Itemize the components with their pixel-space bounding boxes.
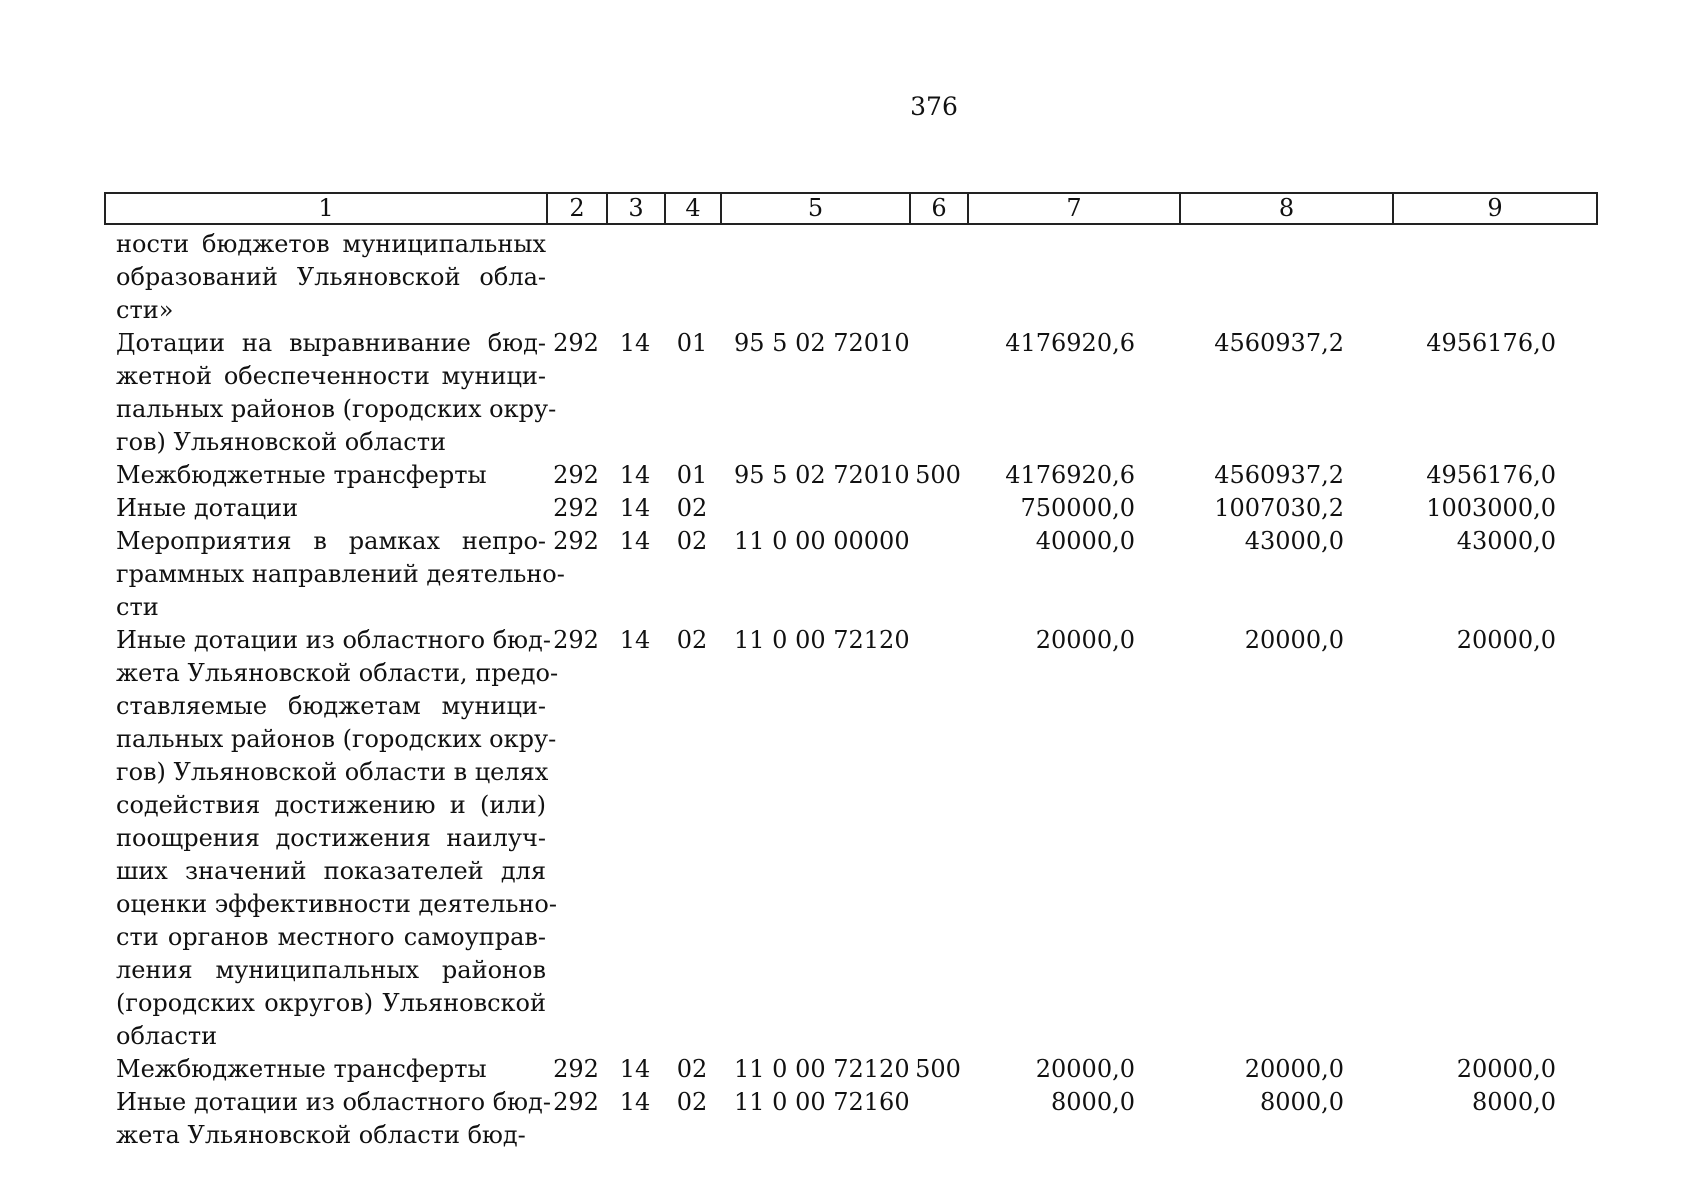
row-description <box>104 459 546 492</box>
header-col-2: 2 <box>548 194 608 223</box>
table-row <box>104 624 1598 1053</box>
table-row <box>104 228 1598 327</box>
cell-c6: 500 <box>915 461 961 489</box>
cell-c9: 4956176,0 <box>1426 461 1556 489</box>
table-body <box>104 228 1598 1152</box>
description-line: граммных направлений деятельно- <box>116 560 565 588</box>
page-number-text: 376 <box>910 92 958 121</box>
row-description <box>104 327 557 459</box>
cell-c4: 02 <box>676 494 708 522</box>
description-line: Иные дотации из областного бюд- <box>116 1088 551 1116</box>
cell-c5: 11 0 00 72120 <box>734 626 910 654</box>
cell-c9: 43000,0 <box>1456 527 1556 555</box>
cell-c4: 02 <box>676 1055 708 1083</box>
cell-c9: 20000,0 <box>1456 626 1556 654</box>
description-line: Дотации на выравнивание бюд- <box>116 329 546 357</box>
cell-c7 <box>967 228 1179 327</box>
cell-c4: 02 <box>676 1088 708 1116</box>
header-col-6: 6 <box>911 194 969 223</box>
cell-c5: 11 0 00 72160 <box>734 1088 910 1116</box>
description-line: Иные дотации <box>116 494 299 522</box>
table-header <box>104 192 1598 225</box>
description-line: поощрения достижения наилуч- <box>116 824 546 852</box>
cell-c4 <box>664 228 720 327</box>
cell-c5 <box>720 228 909 327</box>
table-row <box>104 459 1598 492</box>
header-col-4: 4 <box>666 194 722 223</box>
description-line: пальных районов (городских окру- <box>116 395 557 423</box>
table-row <box>104 525 1598 624</box>
cell-c9: 4956176,0 <box>1426 329 1556 357</box>
cell-c9 <box>1392 228 1598 327</box>
cell-c3 <box>606 228 664 327</box>
row-description <box>104 525 565 624</box>
description-line: ших значений показателей для <box>116 857 546 885</box>
description-line: ления муниципальных районов <box>116 956 546 984</box>
header-col-1: 1 <box>106 194 548 223</box>
cell-c8: 1007030,2 <box>1214 494 1344 522</box>
cell-c6 <box>909 1086 967 1152</box>
page-number <box>0 92 1696 122</box>
header-col-3: 3 <box>608 194 666 223</box>
description-line: содействия достижению и (или) <box>116 791 546 819</box>
row-description <box>104 492 546 525</box>
description-line: сти» <box>116 296 174 324</box>
cell-c5 <box>720 492 909 525</box>
cell-c7: 20000,0 <box>1035 626 1135 654</box>
description-line: жетной обеспеченности муници- <box>116 362 546 390</box>
row-description <box>104 228 546 327</box>
description-line: жета Ульяновской области бюд- <box>116 1121 526 1149</box>
cell-c8: 4560937,2 <box>1214 329 1344 357</box>
cell-c3: 14 <box>619 494 651 522</box>
cell-c7: 8000,0 <box>1051 1088 1135 1116</box>
cell-c7: 40000,0 <box>1035 527 1135 555</box>
description-line: пальных районов (городских окру- <box>116 725 557 753</box>
cell-c6 <box>909 624 967 1053</box>
description-line: (городских округов) Ульяновской <box>116 989 546 1017</box>
cell-c6 <box>909 492 967 525</box>
cell-c8 <box>1179 228 1392 327</box>
cell-c2: 292 <box>553 527 599 555</box>
cell-c8: 4560937,2 <box>1214 461 1344 489</box>
cell-c6: 500 <box>915 1055 961 1083</box>
cell-c2 <box>546 228 606 327</box>
header-col-7: 7 <box>969 194 1181 223</box>
cell-c4: 02 <box>676 527 708 555</box>
header-col-5: 5 <box>722 194 911 223</box>
header-col-9: 9 <box>1487 194 1503 222</box>
table-row <box>104 492 1598 525</box>
description-line: сти <box>116 593 159 621</box>
cell-c8: 8000,0 <box>1260 1088 1344 1116</box>
cell-c4: 02 <box>676 626 708 654</box>
cell-c5: 11 0 00 00000 <box>734 527 910 555</box>
table-row <box>104 1086 1598 1152</box>
cell-c5: 11 0 00 72120 <box>734 1055 910 1083</box>
cell-c9: 20000,0 <box>1456 1055 1556 1083</box>
description-line: Межбюджетные трансферты <box>116 1055 487 1083</box>
cell-c9: 8000,0 <box>1472 1088 1556 1116</box>
row-description <box>104 1053 546 1086</box>
cell-c6 <box>909 228 967 327</box>
description-line: ности бюджетов муниципальных <box>116 230 546 258</box>
cell-c8: 20000,0 <box>1244 626 1344 654</box>
cell-c6 <box>909 327 967 459</box>
description-line: оценки эффективности деятельно- <box>116 890 557 918</box>
cell-c2: 292 <box>553 329 599 357</box>
description-line: Межбюджетные трансферты <box>116 461 487 489</box>
description-line: ставляемые бюджетам муници- <box>116 692 546 720</box>
table-row <box>104 327 1598 459</box>
cell-c3: 14 <box>619 461 651 489</box>
cell-c5: 95 5 02 72010 <box>734 329 910 357</box>
cell-c2: 292 <box>553 494 599 522</box>
cell-c7: 4176920,6 <box>1005 329 1135 357</box>
cell-c8: 43000,0 <box>1244 527 1344 555</box>
cell-c2: 292 <box>553 461 599 489</box>
cell-c7: 4176920,6 <box>1005 461 1135 489</box>
cell-c2: 292 <box>553 1088 599 1116</box>
cell-c6 <box>909 525 967 624</box>
row-description <box>104 624 559 1053</box>
cell-c2: 292 <box>553 1055 599 1083</box>
cell-c9: 1003000,0 <box>1426 494 1556 522</box>
cell-c4: 01 <box>676 461 708 489</box>
description-line: Мероприятия в рамках непро- <box>116 527 546 555</box>
cell-c3: 14 <box>619 527 651 555</box>
description-line: гов) Ульяновской области <box>116 428 446 456</box>
cell-c3: 14 <box>619 1055 651 1083</box>
cell-c5: 95 5 02 72010 <box>734 461 910 489</box>
cell-c8: 20000,0 <box>1244 1055 1344 1083</box>
description-line: области <box>116 1022 218 1050</box>
row-description <box>104 1086 551 1152</box>
description-line: Иные дотации из областного бюд- <box>116 626 551 654</box>
cell-c7: 750000,0 <box>1020 494 1135 522</box>
cell-c3: 14 <box>619 1088 651 1116</box>
cell-c2: 292 <box>553 626 599 654</box>
cell-c7: 20000,0 <box>1035 1055 1135 1083</box>
description-line: гов) Ульяновской области в целях <box>116 758 549 786</box>
cell-c3: 14 <box>619 626 651 654</box>
cell-c3: 14 <box>619 329 651 357</box>
description-line: образований Ульяновской обла- <box>116 263 546 291</box>
header-col-8: 8 <box>1181 194 1394 223</box>
description-line: сти органов местного самоуправ- <box>116 923 546 951</box>
cell-c4: 01 <box>676 329 708 357</box>
description-line: жета Ульяновской области, предо- <box>116 659 559 687</box>
table-row <box>104 1053 1598 1086</box>
